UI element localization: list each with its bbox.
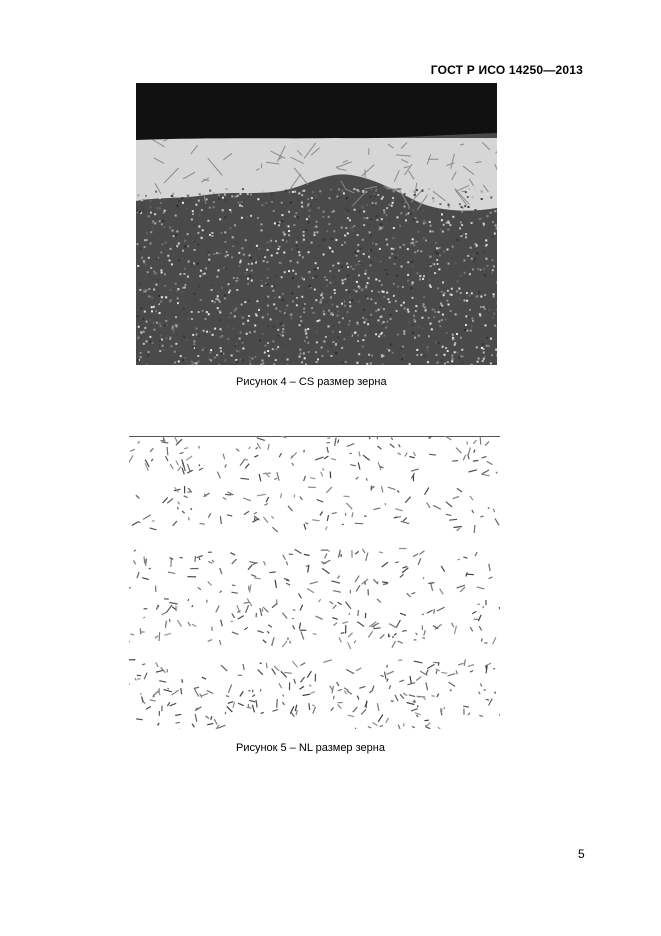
micrograph-nl-image [129, 436, 500, 729]
standard-header: ГОСТ Р ИСО 14250—2013 [430, 63, 583, 77]
figure-4-caption: Рисунок 4 – CS размер зерна [236, 376, 387, 388]
micrograph-cs-image [136, 83, 497, 365]
page-number: 5 [578, 847, 585, 861]
micrograph-nl-grain-size [129, 436, 500, 729]
micrograph-cs-grain-size [136, 83, 497, 365]
figure-5-caption: Рисунок 5 – NL размер зерна [236, 742, 385, 754]
